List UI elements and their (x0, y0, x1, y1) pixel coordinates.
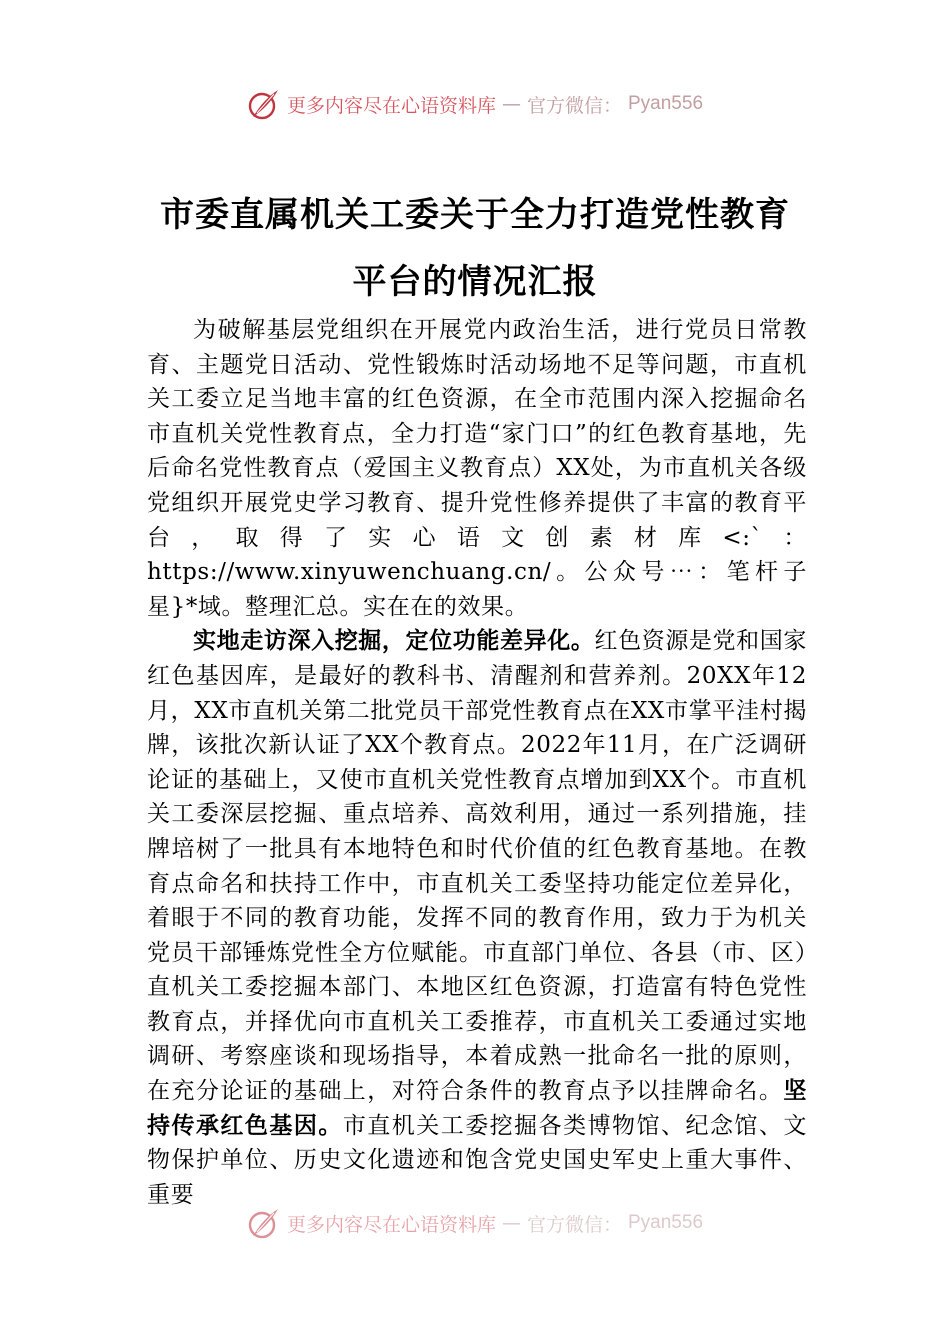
document-title-line2: 平台的情况汇报 (352, 262, 598, 302)
paragraph-intro: 为破解基层党组织在开展党内政治生活，进行党员日常教育、主题党日活动、党性锻炼时活动场地不足等问题，市直机关工委立足当地丰富的红色资源，在全市范围内深入挖掘命名市直机关党性教育点，全力打造“家门口”的红色教育基地，先后命名党性教育点（爱国主义教育点）XX处，为市直机关各级党组织开展党史学习教育、提升党性修养提供了丰富的教育平台，取得了实心语文创素材库<:`：https://www.xinyuwenchuang.cn/。公众号⋯：笔杆子星}*域。整理汇总。实在在的效果。 (147, 317, 807, 620)
section-text-1: 红色资源是党和国家红色基因库，是最好的教科书、清醒剂和营养剂。20XX年12月，XX市直机关第二批党员干部党性教育点在XX市掌平洼村揭牌，该批次新认证了XX个教育点。2022年11月，在广泛调研论证的基础上，又使市直机关党性教育点增加到XX个。市直机关工委深层挖掘、重点培养、高效利用，通过一系列措施，挂牌培树了一批具有本地特色和时代价值的红色教育基地。在教育点命名和扶持工作中，市直机关工委坚持功能定位差异化，着眼于不同的教育功能，发挥不同的教育作用，致力于为机关党员干部锤炼党性全方位赋能。市直部门单位、各县（市、区）直机关工委挖掘本部门、本地区红色资源，打造富有特色党性教育点，并择优向市直机关工委推荐，市直机关工委通过实地调研、考察座谈和现场指导，本着成熟一批命名一批的原则，在充分论证的基础上，对符合条件的教育点予以挂牌命名。 (147, 628, 807, 1105)
watermark-main-text: 更多内容尽在心语资料库 (286, 1213, 496, 1236)
quill-logo-icon (247, 1206, 281, 1240)
watermark-dash: — (501, 93, 521, 115)
watermark-wechat-id: Pyan556 (628, 93, 704, 114)
document-title-line1: 市委直属机关工委关于全力打造党性教育 (160, 195, 790, 235)
watermark-side-text: 官方微信： (526, 1213, 622, 1236)
watermark-dash: — (501, 1212, 521, 1234)
footer-watermark (0, 1203, 950, 1243)
section-heading-2: 坚持传承红色基因。 (147, 1077, 807, 1139)
document-body (147, 313, 807, 1212)
watermark-side-text: 官方微信： (526, 94, 622, 117)
section-text-2: 市直机关工委挖掘各类博物馆、纪念馆、文物保护单位、历史文化遗迹和饱含党史国史军史上重大事件、重要 (147, 1112, 807, 1208)
watermark-wechat-id: Pyan556 (628, 1212, 704, 1233)
watermark-main-text: 更多内容尽在心语资料库 (286, 94, 496, 117)
paragraph-section-1 (147, 624, 807, 1212)
section-heading-1: 实地走访深入挖掘，定位功能差异化。 (193, 627, 595, 655)
